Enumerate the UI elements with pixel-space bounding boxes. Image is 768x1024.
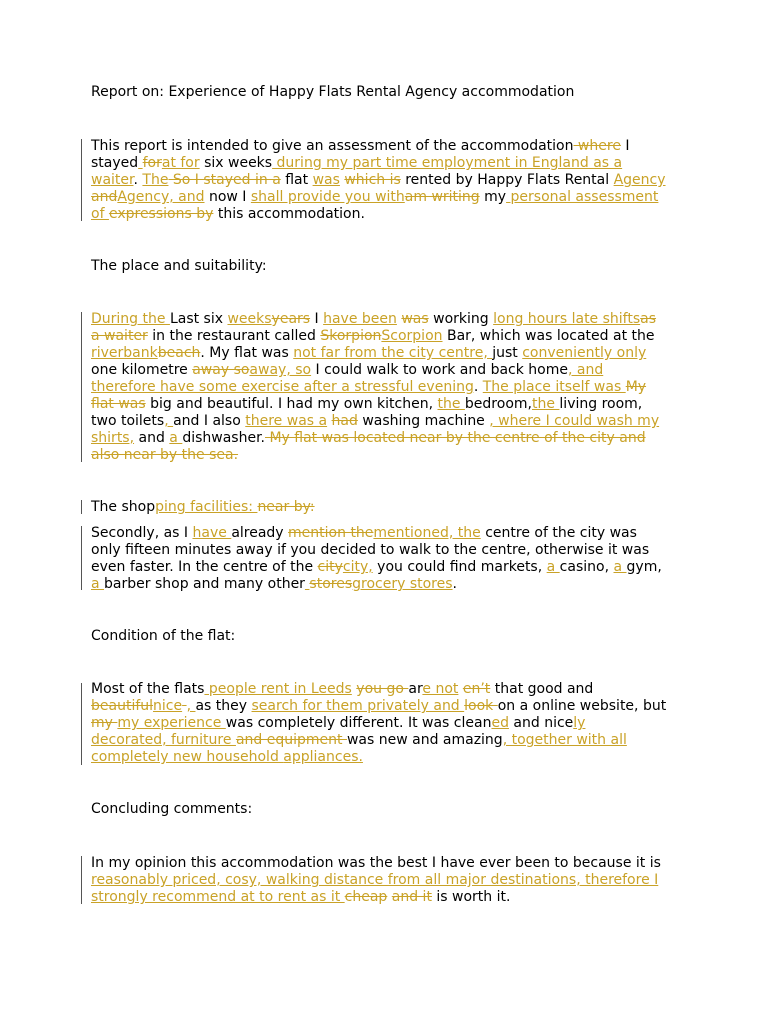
text-line [91, 447, 681, 464]
inserted-text: my experience [117, 715, 226, 731]
text-run: was completely different. It was clean [225, 715, 492, 731]
deleted-text: also near by the sea. [91, 447, 239, 463]
text-run: . [133, 172, 143, 188]
text-run: . [452, 576, 457, 592]
inserted-text: Scorpion [381, 328, 443, 344]
deleted-text: city [317, 559, 343, 575]
inserted-text: waiter [91, 172, 134, 188]
text-line [91, 715, 681, 732]
change-bar [81, 526, 82, 590]
deleted-text: My [625, 379, 647, 395]
text-run: casino, [559, 559, 614, 575]
text-run: washing machine [357, 413, 490, 429]
text-run: living room, [559, 396, 643, 412]
text-run: This report is intended to give an assessment of the accommodation [91, 138, 574, 154]
deleted-text: and it [391, 889, 432, 905]
text-run: is worth it. [431, 889, 511, 905]
text-run: two toilets [91, 413, 165, 429]
inserted-text: weeks [227, 311, 272, 327]
text-line [91, 576, 681, 593]
inserted-text: appliances. [283, 749, 363, 765]
text-run: was new and amazing [346, 732, 503, 748]
text-run: dishwasher. [182, 430, 266, 446]
text-line [91, 155, 681, 172]
text-run: bedroom, [464, 396, 532, 412]
text-line [91, 681, 681, 698]
inserted-text: conveniently only [522, 345, 647, 361]
inserted-text: reasonably priced, cosy, walking distance from all major destinations, therefore I [91, 872, 659, 888]
inserted-text: , [164, 413, 174, 429]
inserted-text: grocery stores [352, 576, 453, 592]
inserted-text: nice [153, 698, 183, 714]
text-run: now I [204, 189, 251, 205]
text-run: Last six [169, 311, 228, 327]
text-line [91, 258, 681, 275]
inserted-text: ping facilities: [155, 499, 258, 515]
inserted-text: During the [91, 311, 170, 327]
text-run: stayed [91, 155, 139, 171]
inserted-text: Agency [613, 172, 666, 188]
deleted-text: and [91, 189, 118, 205]
text-run: big and beautiful. I had my own kitchen, [145, 396, 438, 412]
change-bar [81, 856, 82, 904]
inserted-text: long hours late shifts [493, 311, 641, 327]
text-run: and [134, 430, 170, 446]
text-run: centre of the city was [480, 525, 637, 541]
inserted-text: not far from the city centre, [293, 345, 493, 361]
text-run: I could walk to work and back home [311, 362, 568, 378]
text-line [91, 559, 681, 576]
deleted-text: years [271, 311, 311, 327]
inserted-text: , where I could wash my [489, 413, 660, 429]
inserted-text: there was a [245, 413, 328, 429]
inserted-text: Agency, and [117, 189, 205, 205]
text-line [91, 732, 681, 749]
deleted-text: flat was [91, 396, 146, 412]
inserted-text: a [91, 576, 105, 592]
inserted-text: riverbank [91, 345, 158, 361]
inserted-text: strongly recommend at to rent as it [91, 889, 345, 905]
deleted-text: look [464, 698, 498, 714]
text-run: you could find markets, [372, 559, 547, 575]
text-run: and I also [173, 413, 246, 429]
deleted-text: as [640, 311, 657, 327]
text-run: . [473, 379, 483, 395]
text-run: one kilometre [91, 362, 193, 378]
text-line [91, 889, 681, 906]
deleted-text: beautiful [91, 698, 154, 714]
text-run: barber shop and many other [104, 576, 305, 592]
text-run: Concluding comments: [91, 801, 253, 817]
deleted-text: my [91, 715, 118, 731]
text-run: as they [195, 698, 252, 714]
inserted-text: shall provide you with [250, 189, 405, 205]
text-line [91, 749, 681, 766]
text-run: . My flat was [200, 345, 294, 361]
text-run: even faster. In the centre of the [91, 559, 318, 575]
inserted-text: at for [161, 155, 200, 171]
text-line [91, 379, 681, 396]
inserted-text: e not [422, 681, 459, 697]
change-bar [81, 139, 82, 221]
inserted-text: a [546, 559, 560, 575]
text-line [91, 189, 681, 206]
inserted-text: mentioned, the [373, 525, 481, 541]
inserted-text: during my part time employment in England as a [272, 155, 623, 171]
text-run: In my opinion this accommodation was the best I have ever been to because it is [91, 855, 661, 871]
inserted-text: people rent in Leeds [204, 681, 352, 697]
text-line [91, 345, 681, 362]
text-line [91, 413, 681, 430]
text-run: Bar, which was located at the [442, 328, 655, 344]
text-run: my [479, 189, 507, 205]
deleted-text: expressions by [108, 206, 214, 222]
inserted-text: completely new household [91, 749, 284, 765]
deleted-text: had [331, 413, 358, 429]
deleted-text: cheap [344, 889, 388, 905]
deleted-text: am writing [404, 189, 480, 205]
deleted-text: for [142, 155, 162, 171]
deleted-text: So I stayed in a [168, 172, 281, 188]
inserted-text: personal assessment [506, 189, 659, 205]
text-line [91, 542, 681, 559]
deleted-text: and equipment [235, 732, 347, 748]
inserted-text: therefore have some exercise after a stressful evening [91, 379, 474, 395]
inserted-text: a [613, 559, 627, 575]
inserted-text: The place itself was [482, 379, 626, 395]
inserted-text: ly [573, 715, 586, 731]
inserted-text: the [437, 396, 465, 412]
text-run: The shop [91, 499, 156, 515]
inserted-text: The [142, 172, 169, 188]
deleted-text: away so [192, 362, 250, 378]
text-line [91, 138, 681, 155]
inserted-text: a [169, 430, 183, 446]
deleted-text: My flat was located near by the centre of the city and [265, 430, 646, 446]
inserted-text: , and [567, 362, 604, 378]
deleted-text: mention the [288, 525, 374, 541]
text-line [91, 311, 681, 328]
text-run: flat [280, 172, 313, 188]
deleted-text: en’t [462, 681, 491, 697]
deleted-text: a waiter [91, 328, 148, 344]
text-line [91, 855, 681, 872]
inserted-text: of [91, 206, 109, 222]
text-line [91, 362, 681, 379]
deleted-text: beach [157, 345, 201, 361]
text-line [91, 525, 681, 542]
change-bar [81, 500, 82, 514]
deleted-text: you go [356, 681, 409, 697]
change-bar [81, 312, 82, 462]
deleted-text: which is [344, 172, 401, 188]
text-run: just [492, 345, 523, 361]
text-run: and nice [508, 715, 574, 731]
deleted-text: was [401, 311, 429, 327]
text-run: gym, [626, 559, 662, 575]
text-run: on a online website, but [497, 698, 667, 714]
text-run: ar [408, 681, 423, 697]
inserted-text: have [192, 525, 232, 541]
inserted-text: the [531, 396, 560, 412]
deleted-text: Skorpion [320, 328, 382, 344]
text-run: six weeks [199, 155, 273, 171]
deleted-text: near by: [257, 499, 315, 515]
inserted-text: decorated, furniture [91, 732, 236, 748]
report-title: Report on: Experience of Happy Flats Rental Agency accommodation [91, 84, 575, 100]
text-run: in the restaurant called [147, 328, 321, 344]
inserted-text: search for them privately and [251, 698, 465, 714]
text-run: I [310, 311, 324, 327]
inserted-text: away, so [249, 362, 312, 378]
text-run: Secondly, as I [91, 525, 193, 541]
text-run: only fifteen minutes away if you decided to walk to the centre, otherwise it was [91, 542, 650, 558]
text-run: Most of the flats [91, 681, 205, 697]
inserted-text: city, [342, 559, 373, 575]
text-run: Condition of the flat: [91, 628, 236, 644]
text-line [91, 872, 681, 889]
text-line [91, 430, 681, 447]
text-run: I [620, 138, 630, 154]
text-run: already [231, 525, 289, 541]
text-run: working [428, 311, 494, 327]
text-line [91, 172, 681, 189]
text-line [91, 396, 681, 413]
text-line [91, 328, 681, 345]
text-line [91, 206, 681, 223]
inserted-text: , [186, 698, 196, 714]
inserted-text: , together with all [502, 732, 627, 748]
inserted-text: have been [323, 311, 397, 327]
text-run: that good and [490, 681, 594, 697]
inserted-text: shirts, [91, 430, 135, 446]
text-run: rented by Happy Flats Rental [400, 172, 614, 188]
deleted-text: stores [309, 576, 353, 592]
text-line [91, 499, 681, 516]
deleted-text: where [573, 138, 621, 154]
inserted-text: ed [491, 715, 509, 731]
text-line [91, 698, 681, 715]
change-bar [81, 683, 82, 765]
text-run: The place and suitability: [91, 258, 267, 274]
text-line [91, 801, 681, 818]
text-line [91, 628, 681, 645]
text-run: this accommodation. [213, 206, 365, 222]
inserted-text: was [312, 172, 340, 188]
